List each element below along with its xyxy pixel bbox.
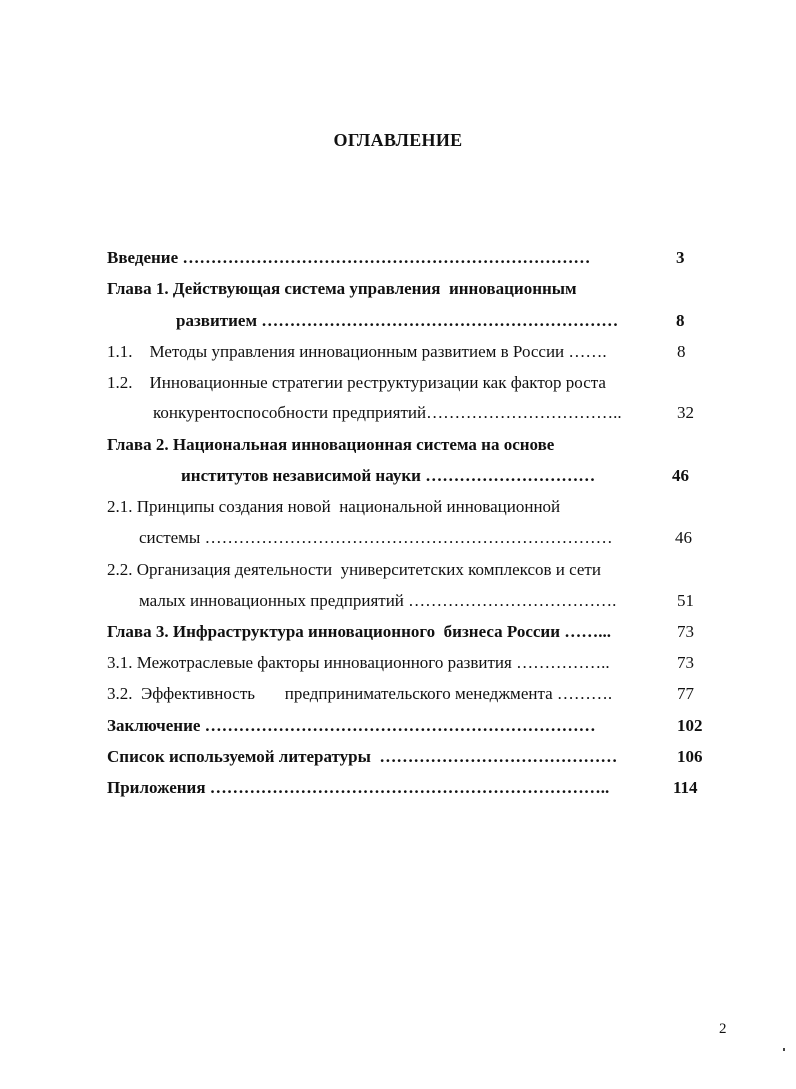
toc-page-chapter-1: 8 — [676, 311, 685, 330]
toc-page-conclusion: 102 — [677, 716, 703, 735]
toc-page-1-2: 32 — [677, 403, 694, 422]
toc-page-appendices: 114 — [673, 778, 698, 797]
toc-page-3-1: 73 — [677, 653, 694, 672]
toc-entry-2-1[interactable]: 2.1. Принципы создания новой национальной инновационной — [107, 497, 561, 516]
toc-page-bibliography: 106 — [677, 747, 703, 766]
toc-entry-1-1[interactable]: 1.1. Методы управления инновационным развитием в России ……. — [107, 342, 607, 361]
toc-entry-chapter-1-cont[interactable]: развитием ……………………………………………………… — [176, 311, 619, 330]
toc-entry-chapter-2[interactable]: Глава 2. Национальная инновационная система на основе — [107, 435, 555, 454]
toc-entry-2-2[interactable]: 2.2. Организация деятельности университетских комплексов и сети — [107, 560, 601, 579]
toc-entry-bibliography[interactable]: Список используемой литературы …………………………………… — [107, 747, 618, 766]
toc-page-2-2: 51 — [677, 591, 694, 610]
toc-entry-2-1-cont[interactable]: системы ……………………………………………………………… — [139, 528, 613, 547]
toc-page-1-1: 8 — [677, 342, 686, 361]
toc-page-chapter-2: 46 — [672, 466, 689, 485]
toc-page-introduction: 3 — [676, 248, 685, 267]
toc-entry-1-2-cont[interactable]: конкурентоспособности предприятий…………………………….. — [153, 403, 626, 422]
toc-entry-conclusion[interactable]: Заключение …………………………………………………………… — [107, 716, 596, 735]
toc-entry-appendices[interactable]: Приложения …………………………………………………………….. — [107, 778, 610, 797]
page-title: ОГЛАВЛЕНИЕ — [333, 130, 463, 150]
toc-entry-chapter-2-cont[interactable]: институтов независимой науки ………………………… — [181, 466, 596, 485]
toc-entry-chapter-3[interactable]: Глава 3. Инфраструктура инновационного бизнеса России ……... — [107, 622, 611, 641]
toc-page-2-1: 46 — [675, 528, 692, 547]
toc-entry-3-2[interactable]: 3.2. Эффективность предпринимательского менеджмента ………. — [107, 684, 613, 703]
toc-entry-2-2-cont[interactable]: малых инновационных предприятий ………………………………. — [139, 591, 617, 610]
toc-entry-1-2[interactable]: 1.2. Инновационные стратегии реструктуризации как фактор роста — [107, 373, 606, 392]
toc-entry-3-1[interactable]: 3.1. Межотраслевые факторы инновационного развития …………….. — [107, 653, 610, 672]
toc-entry-introduction[interactable]: Введение ……………………………………………………………… — [107, 248, 591, 267]
toc-page-3-2: 77 — [677, 684, 694, 703]
toc-entry-chapter-1[interactable]: Глава 1. Действующая система управления инновационным — [107, 279, 577, 298]
scan-speck — [783, 1048, 785, 1051]
toc-page-chapter-3: 73 — [677, 622, 694, 641]
page-number: 2 — [719, 1021, 727, 1037]
